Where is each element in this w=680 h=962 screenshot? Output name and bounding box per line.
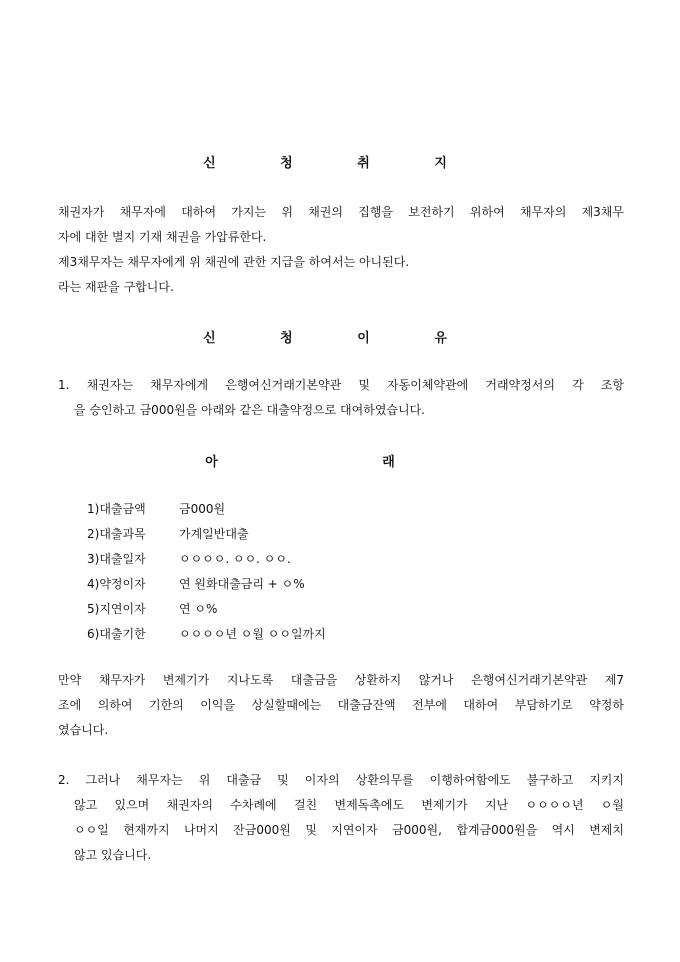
loan-item-label: 6)대출기한: [87, 627, 146, 641]
loan-item: [87, 625, 326, 642]
reason-2-line: 2. 그러나 채무자는 위 대출금 및 이자의 상환의무를 이행하여함에도 불구하고 지키지: [58, 773, 624, 787]
reason-1-line: 1. 채권자는 채무자에게 은행여신거래기본약관 및 자동이체약관에 거래약정서의 각 조항: [58, 378, 624, 392]
below-heading: 아 래: [205, 455, 475, 470]
loan-item-label: 4)약정이자: [87, 577, 146, 591]
reason-heading: 신 청 이 유: [203, 331, 477, 346]
loan-item-value: ㅇㅇㅇㅇ. ㅇㅇ. ㅇㅇ.: [179, 552, 291, 566]
loan-item-label: 1)대출금액: [87, 502, 146, 516]
agreement-line: 였습니다.: [58, 723, 109, 737]
purpose-line: 제3채무자는 채무자에게 위 채권에 관한 지급을 하여서는 아니된다.: [58, 255, 410, 269]
reason-2-paragraph: [58, 768, 624, 868]
reason-2-line: ㅇㅇ일 현재까지 나머지 잔금000원 및 지연이자 금000원, 합계금000원을 역시 변제치: [74, 823, 624, 837]
loan-item-value: 연 ㅇ%: [179, 602, 218, 616]
purpose-paragraph: [58, 200, 624, 300]
agreement-line: 만약 채무자가 변제기가 지나도록 대출금을 상환하지 않거나 은행여신거래기본약관 제7: [58, 673, 624, 687]
loan-item-label: 2)대출과목: [87, 527, 146, 541]
reason-2-line: 않고 있습니다.: [74, 848, 152, 862]
loan-item: [87, 600, 217, 617]
reason-2-line: 않고 있으며 채권자의 수차례에 걸친 변제독촉에도 변제기가 지난 ㅇㅇㅇㅇ년 ㅇ월: [74, 798, 624, 812]
loan-item: [87, 575, 305, 592]
purpose-line: 라는 재판을 구합니다.: [58, 280, 174, 294]
loan-item: [87, 550, 291, 567]
purpose-line: 자에 대한 별지 기재 채권을 가압류한다.: [58, 230, 267, 244]
purpose-line: 채권자가 채무자에 대하여 가지는 위 채권의 집행을 보전하기 위하여 채무자의 제3채무: [58, 205, 624, 219]
loan-item-value: 가계일반대출: [179, 527, 249, 541]
loan-item: [87, 525, 249, 542]
loan-item-label: 3)대출일자: [87, 552, 146, 566]
loan-item-value: 금000원: [179, 502, 226, 516]
reason-1-paragraph: [58, 373, 624, 423]
purpose-heading: 신 청 취 지: [203, 156, 477, 171]
loan-item-value: ㅇㅇㅇㅇ년 ㅇ월 ㅇㅇ일까지: [179, 627, 326, 641]
reason-1-line: 을 승인하고 금000원을 아래와 같은 대출약정으로 대여하였습니다.: [74, 403, 425, 417]
agreement-line: 조에 의하여 기한의 이익을 상실할때에는 대출금잔액 전부에 대하여 부담하기로 약정하: [58, 698, 624, 712]
loan-item: [87, 500, 225, 517]
loan-item-value: 연 원화대출금리 + ㅇ%: [179, 577, 305, 591]
loan-item-label: 5)지연이자: [87, 602, 146, 616]
agreement-paragraph: [58, 668, 624, 743]
